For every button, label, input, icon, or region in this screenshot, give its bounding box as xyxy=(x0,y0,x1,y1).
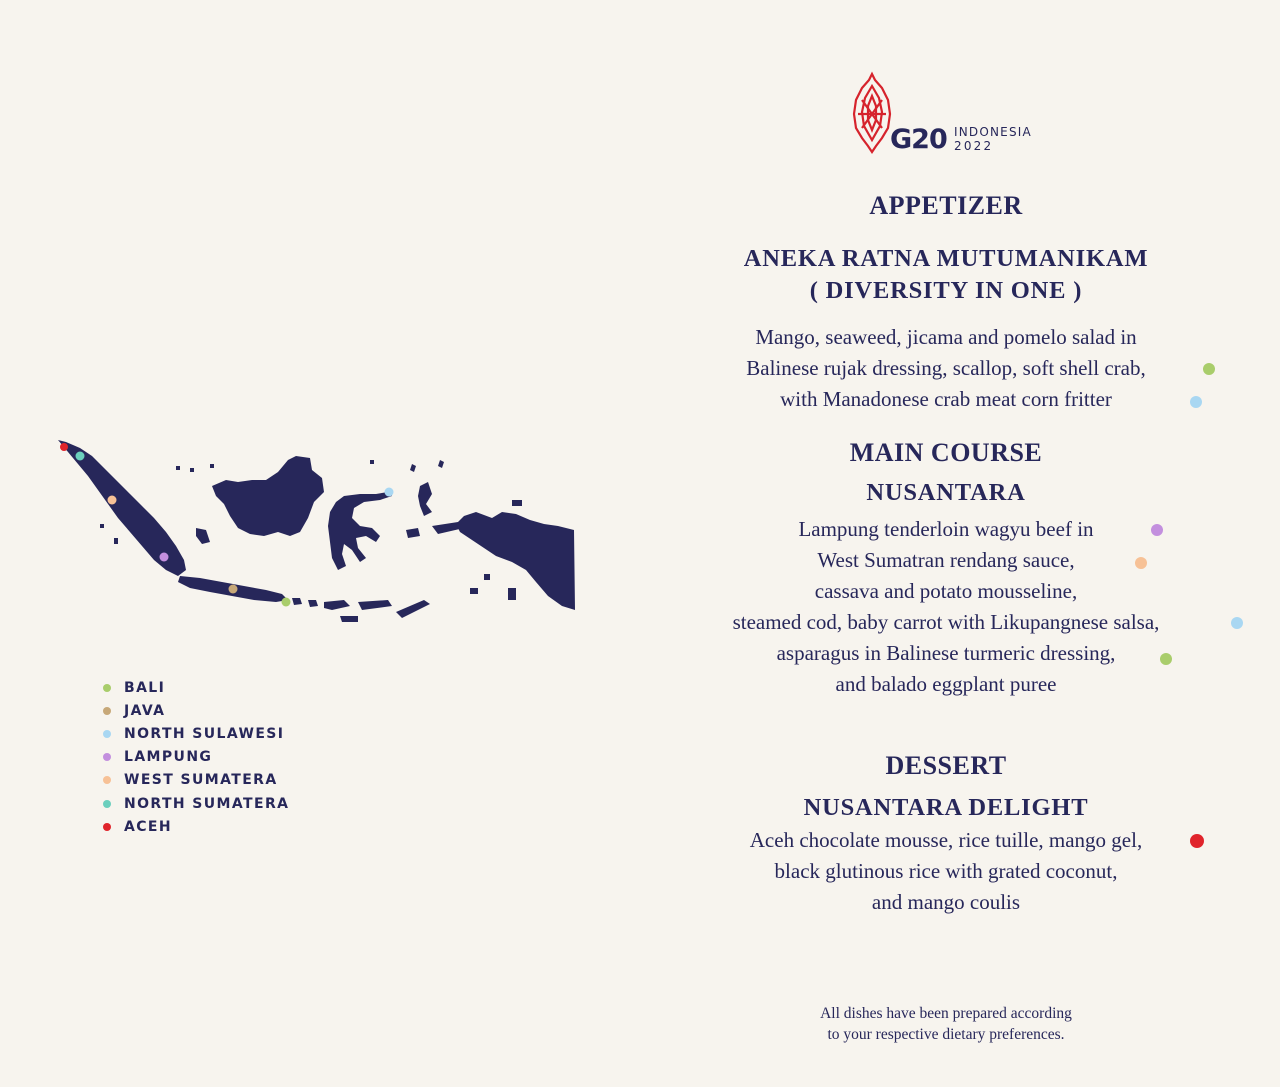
map-dot-west-sumatera xyxy=(108,496,117,505)
map-dot-north-sulawesi xyxy=(385,488,394,497)
legend-dot-icon xyxy=(103,776,111,784)
logo-year: 2022 xyxy=(954,139,994,153)
biak-island xyxy=(512,500,522,506)
bali-dot-icon xyxy=(1203,363,1215,375)
dessert-dish-name: NUSANTARA DELIGHT xyxy=(803,794,1089,821)
region-legend xyxy=(100,676,289,838)
dietary-note xyxy=(646,1003,1246,1045)
kalimantan-island xyxy=(212,456,324,536)
legend-item-north-sulawesi xyxy=(100,722,289,745)
appetizer-line-3: with Manadonese crab meat corn fritter xyxy=(780,387,1112,411)
legend-dot-icon xyxy=(103,823,111,831)
legend-dot-icon xyxy=(103,800,111,808)
legend-dot-icon xyxy=(103,707,111,715)
sulawesi-island xyxy=(328,492,392,570)
main-description xyxy=(646,514,1246,700)
appetizer-heading: APPETIZER xyxy=(869,191,1023,220)
dessert-description xyxy=(646,825,1246,918)
legend-label: LAMPUNG xyxy=(124,749,213,766)
bali-island xyxy=(292,598,302,605)
map-dot-north-sumatera xyxy=(76,452,85,461)
main-dish-name-wrap xyxy=(646,477,1246,509)
main-course-section xyxy=(646,438,1246,468)
legend-dot-icon xyxy=(103,730,111,738)
appetizer-name-line-1: ANEKA RATNA MUTUMANIKAM xyxy=(743,245,1149,272)
bali-dot-icon xyxy=(1160,653,1172,665)
bangka-island xyxy=(196,528,210,544)
north-sulawesi-dot-icon xyxy=(1231,617,1243,629)
appetizer-dish-name xyxy=(646,243,1246,307)
map-dot-aceh xyxy=(60,443,68,451)
legend-label: JAVA xyxy=(124,702,166,719)
legend-label: ACEH xyxy=(124,818,172,835)
main-line-2: West Sumatran rendang sauce, xyxy=(817,548,1075,572)
aceh-dot-icon xyxy=(1190,834,1204,848)
legend-dot-icon xyxy=(103,684,111,692)
appetizer-description xyxy=(646,322,1246,415)
dessert-line-2: black glutinous rice with grated coconut, xyxy=(774,859,1118,883)
dessert-section xyxy=(646,751,1246,781)
main-line-1: Lampung tenderloin wagyu beef in xyxy=(798,517,1094,541)
legend-item-bali xyxy=(100,676,289,699)
west-sumatera-dot-icon xyxy=(1135,557,1147,569)
g20-indonesia-logo xyxy=(852,70,1052,156)
aru-island xyxy=(508,588,516,600)
legend-item-west-sumatera xyxy=(100,769,289,792)
sumbawa-island xyxy=(324,600,350,610)
map-landmass xyxy=(58,440,575,622)
legend-item-java xyxy=(100,699,289,722)
logo-country: INDONESIA xyxy=(954,125,1032,139)
legend-dot-icon xyxy=(103,753,111,761)
appetizer-line-2: Balinese rujak dressing, scallop, soft shell crab, xyxy=(746,356,1146,380)
map-dot-bali xyxy=(282,598,291,607)
appetizer-line-1: Mango, seaweed, jicama and pomelo salad in xyxy=(755,325,1137,349)
appetizer-name-line-2: ( DIVERSITY IN ONE ) xyxy=(809,277,1083,304)
main-line-4: steamed cod, baby carrot with Likupangnese salsa, xyxy=(732,610,1160,634)
dessert-heading: DESSERT xyxy=(885,751,1007,780)
moluccas-small xyxy=(410,460,444,472)
flores-island xyxy=(358,600,392,610)
legend-label: BALI xyxy=(124,679,166,696)
main-line-6: and balado eggplant puree xyxy=(835,672,1057,696)
north-sulawesi-dot-icon xyxy=(1190,396,1202,408)
main-course-heading: MAIN COURSE xyxy=(849,438,1043,467)
indonesia-map xyxy=(40,420,600,650)
lampung-dot-icon xyxy=(1151,524,1163,536)
sumba-island xyxy=(340,616,358,622)
dessert-line-1: Aceh chocolate mousse, rice tuille, mango gel, xyxy=(749,828,1143,852)
legend-label: NORTH SULAWESI xyxy=(124,725,285,742)
note-line-2: to your respective dietary preferences. xyxy=(827,1026,1065,1043)
map-dot-lampung xyxy=(160,553,169,562)
main-line-3: cassava and potato mousseline, xyxy=(814,579,1078,603)
dessert-line-3: and mango coulis xyxy=(871,890,1021,914)
legend-label: NORTH SUMATERA xyxy=(124,795,290,812)
appetizer-section xyxy=(646,191,1246,221)
lombok-island xyxy=(308,600,318,607)
timor-island xyxy=(396,600,430,618)
g20-mark: G20 xyxy=(890,124,947,155)
legend-label: WEST SUMATERA xyxy=(124,772,278,789)
note-line-1: All dishes have been prepared according xyxy=(820,1005,1072,1022)
dessert-dish-name-wrap xyxy=(646,792,1246,824)
halmahera-island xyxy=(418,482,432,516)
main-line-5: asparagus in Balinese turmeric dressing, xyxy=(776,641,1116,665)
map-dot-java xyxy=(229,585,238,594)
kawung-emblem-icon xyxy=(854,74,890,152)
legend-item-lampung xyxy=(100,746,289,769)
buru-island xyxy=(406,528,420,538)
legend-item-aceh xyxy=(100,815,289,838)
legend-item-north-sumatera xyxy=(100,792,289,815)
main-dish-name: NUSANTARA xyxy=(866,479,1026,506)
